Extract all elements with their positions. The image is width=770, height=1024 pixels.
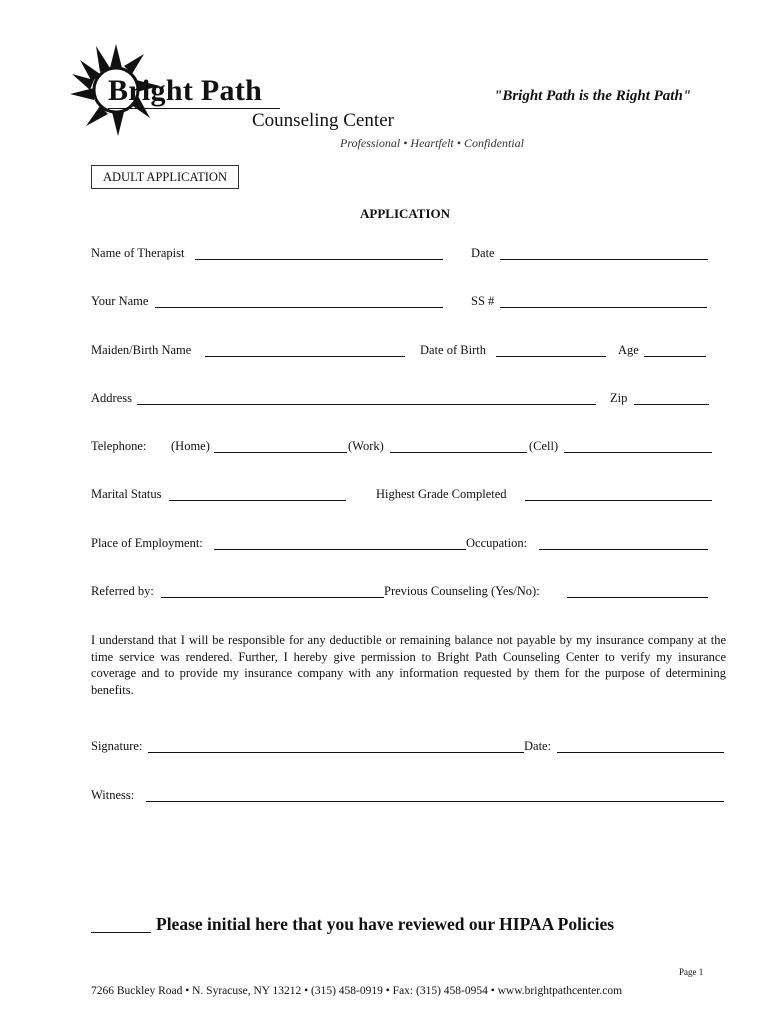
telephone-label: Telephone: <box>91 439 147 453</box>
agreement-paragraph: I understand that I will be responsible for any deductible or remaining balance not payable by my insurance company at the time service was rendered. Further, I hereby give permission to Bright Path Counseling Center to verify my insurance coverage and to provide my insurance company with any information requested by them for the purpose of determining benefits. <box>91 633 726 697</box>
zip-field[interactable] <box>634 404 709 405</box>
your-name-field[interactable] <box>155 307 443 308</box>
brand-underline <box>108 108 280 109</box>
page-number: Page 1 <box>679 967 704 977</box>
date-field[interactable] <box>500 259 708 260</box>
previous-counseling-field[interactable] <box>567 597 708 598</box>
referred-by-field[interactable] <box>161 597 384 598</box>
signature-label: Signature: <box>91 739 143 753</box>
age-field[interactable] <box>644 356 706 357</box>
highest-grade-field[interactable] <box>525 500 712 501</box>
dob-field[interactable] <box>496 356 606 357</box>
dob-label: Date of Birth <box>420 343 486 357</box>
witness-label: Witness: <box>91 788 135 802</box>
brand-name: Bright Path <box>108 74 263 107</box>
home-phone-field[interactable] <box>214 452 347 453</box>
referred-by-label: Referred by: <box>91 584 154 598</box>
cell-phone-field[interactable] <box>564 452 712 453</box>
footer-contact: 7266 Buckley Road • N. Syracuse, NY 13212 • (315) 458-0919 • Fax: (315) 458-0954 • www.brightpathcenter.com <box>91 985 623 997</box>
work-phone-label: (Work) <box>348 439 384 453</box>
form-type-label: ADULT APPLICATION <box>91 165 239 189</box>
date-label: Date <box>471 246 495 260</box>
marital-status-label: Marital Status <box>91 487 162 501</box>
age-label: Age <box>618 343 639 357</box>
signature-field[interactable] <box>148 752 524 753</box>
address-field[interactable] <box>137 404 596 405</box>
brand-tagline: Professional • Heartfelt • Confidential <box>340 136 524 150</box>
zip-label: Zip <box>610 391 628 405</box>
occupation-label: Occupation: <box>466 536 528 550</box>
cell-phone-label: (Cell) <box>529 439 559 453</box>
occupation-field[interactable] <box>539 549 708 550</box>
employment-field[interactable] <box>214 549 466 550</box>
highest-grade-label: Highest Grade Completed <box>376 487 507 501</box>
form-title: APPLICATION <box>360 206 451 221</box>
therapist-label: Name of Therapist <box>91 246 185 260</box>
home-phone-label: (Home) <box>171 439 210 453</box>
work-phone-field[interactable] <box>390 452 527 453</box>
previous-counseling-label: Previous Counseling (Yes/No): <box>384 584 540 598</box>
hipaa-statement: Please initial here that you have reviewed our HIPAA Policies <box>156 914 615 934</box>
slogan: "Bright Path is the Right Path" <box>494 88 692 104</box>
ss-label: SS # <box>471 294 495 308</box>
ss-field[interactable] <box>500 307 707 308</box>
your-name-label: Your Name <box>91 294 149 308</box>
employment-label: Place of Employment: <box>91 536 203 550</box>
signature-date-field[interactable] <box>557 752 724 753</box>
hipaa-initial-field[interactable] <box>91 932 151 933</box>
marital-status-field[interactable] <box>169 500 346 501</box>
therapist-field[interactable] <box>195 259 443 260</box>
witness-field[interactable] <box>146 801 724 802</box>
maiden-name-field[interactable] <box>205 356 405 357</box>
maiden-name-label: Maiden/Birth Name <box>91 343 192 357</box>
signature-date-label: Date: <box>524 739 552 753</box>
brand-subtitle: Counseling Center <box>252 110 394 131</box>
address-label: Address <box>91 391 132 405</box>
